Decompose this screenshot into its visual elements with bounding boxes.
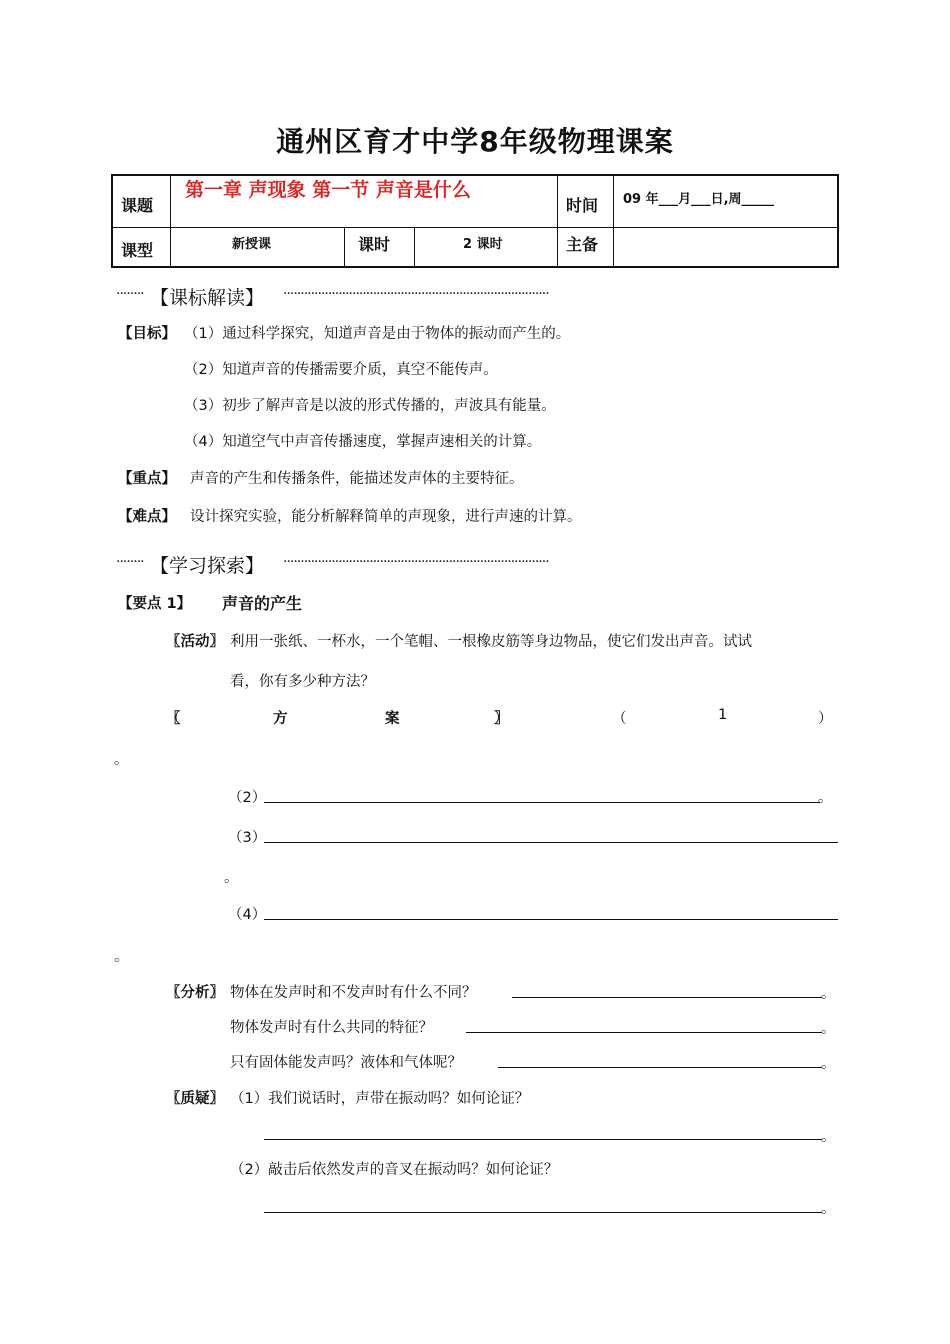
activity-label: 〖活动〗 <box>166 634 224 650</box>
answer-line-4[interactable] <box>264 919 838 920</box>
goal-2: （2）知道声音的传播需要介质，真空不能传声。 <box>184 362 498 378</box>
topic-label: 课题 <box>121 196 154 215</box>
analysis-q3: 只有固体能发声吗？液体和气体呢？ <box>230 1055 462 1071</box>
goal-3: （3）初步了解声音是以波的形式传播的，声波具有能量。 <box>184 398 556 414</box>
difficulty-text: 设计探究实验，能分析解释简单的声现象，进行声速的计算。 <box>190 509 582 525</box>
section2-heading: 【学习探索】 <box>150 555 265 577</box>
answer-item-3: （3） <box>228 830 267 846</box>
answer-line-3[interactable] <box>264 842 838 843</box>
answer-item-4: （4） <box>228 907 267 923</box>
activity-text-1: 利用一张纸、一杯水，一个笔帽、一根橡皮筋等身边物品，使它们发出声音。试试 <box>230 634 752 650</box>
answer-line-2[interactable] <box>264 802 820 803</box>
type-label: 课型 <box>121 241 154 260</box>
plan-char-1: 方 <box>273 711 288 727</box>
analysis-label: 〖分析〗 <box>166 985 224 1001</box>
time-label: 时间 <box>566 196 599 215</box>
goal-4: （4）知道空气中声音传播速度，掌握声速相关的计算。 <box>184 434 542 450</box>
analysis-line-2[interactable] <box>466 1032 822 1033</box>
question-label: 〖质疑〗 <box>166 1091 224 1107</box>
question-q2: （2）敲击后依然发声的音叉在振动吗？如何论证？ <box>230 1162 559 1178</box>
type-value: 新授课 <box>232 237 272 252</box>
plan-bracket-close: 〗 <box>494 711 509 727</box>
point-title: 声音的产生 <box>222 594 303 613</box>
section1-heading: 【课标解读】 <box>150 287 265 309</box>
goal-1: （1）通过科学探究，知道声音是由于物体的振动而产生的。 <box>184 326 571 342</box>
analysis-q1: 物体在发声时和不发声时有什么不同？ <box>230 985 477 1001</box>
time-value: 09 年___月___日,周_____ <box>623 192 775 207</box>
period: 。 <box>224 870 239 886</box>
plan-paren-close: ） <box>818 711 833 727</box>
key-label: 【重点】 <box>118 471 176 487</box>
lead-label: 主备 <box>566 235 599 254</box>
question-line-2[interactable] <box>264 1212 822 1213</box>
answer-item-2: （2） <box>228 790 267 806</box>
period: 。 <box>821 1129 836 1145</box>
analysis-q2: 物体发声时有什么共同的特征？ <box>230 1020 433 1036</box>
plan-paren-open: （ <box>612 711 627 727</box>
key-text: 声音的产生和传播条件，能描述发声体的主要特征。 <box>190 471 524 487</box>
period: 。 <box>821 1201 836 1217</box>
goal-label: 【目标】 <box>118 326 176 342</box>
plan-number: 1 <box>718 707 728 723</box>
question-line-1[interactable] <box>264 1139 822 1140</box>
hours-value: 2 课时 <box>463 237 503 252</box>
dot-leader: ············································································· <box>283 286 549 302</box>
period: 。 <box>114 949 129 965</box>
period: 。 <box>114 752 129 768</box>
activity-text-2: 看，你有多少种方法？ <box>230 674 375 690</box>
hours-label: 课时 <box>358 235 391 254</box>
page-title: 通州区育才中学8年级物理课案 <box>276 125 674 158</box>
dot-leader: ············································································· <box>283 554 549 570</box>
period: 。 <box>818 790 833 806</box>
plan-char-2: 案 <box>385 711 400 727</box>
topic-value: 第一章 声现象 第一节 声音是什么 <box>185 179 471 201</box>
dot-leader: ········ <box>116 554 144 570</box>
plan-bracket-open: 〖 <box>166 711 181 727</box>
difficulty-label: 【难点】 <box>118 509 176 525</box>
header-table <box>111 174 839 268</box>
point-label: 【要点 1】 <box>118 596 192 612</box>
period: 。 <box>821 1056 836 1072</box>
period: 。 <box>821 986 836 1002</box>
period: 。 <box>821 1021 836 1037</box>
question-q1: （1）我们说话时，声带在振动吗？如何论证？ <box>230 1091 530 1107</box>
analysis-line-3[interactable] <box>498 1067 822 1068</box>
analysis-line-1[interactable] <box>512 997 822 998</box>
dot-leader: ········ <box>116 286 144 302</box>
